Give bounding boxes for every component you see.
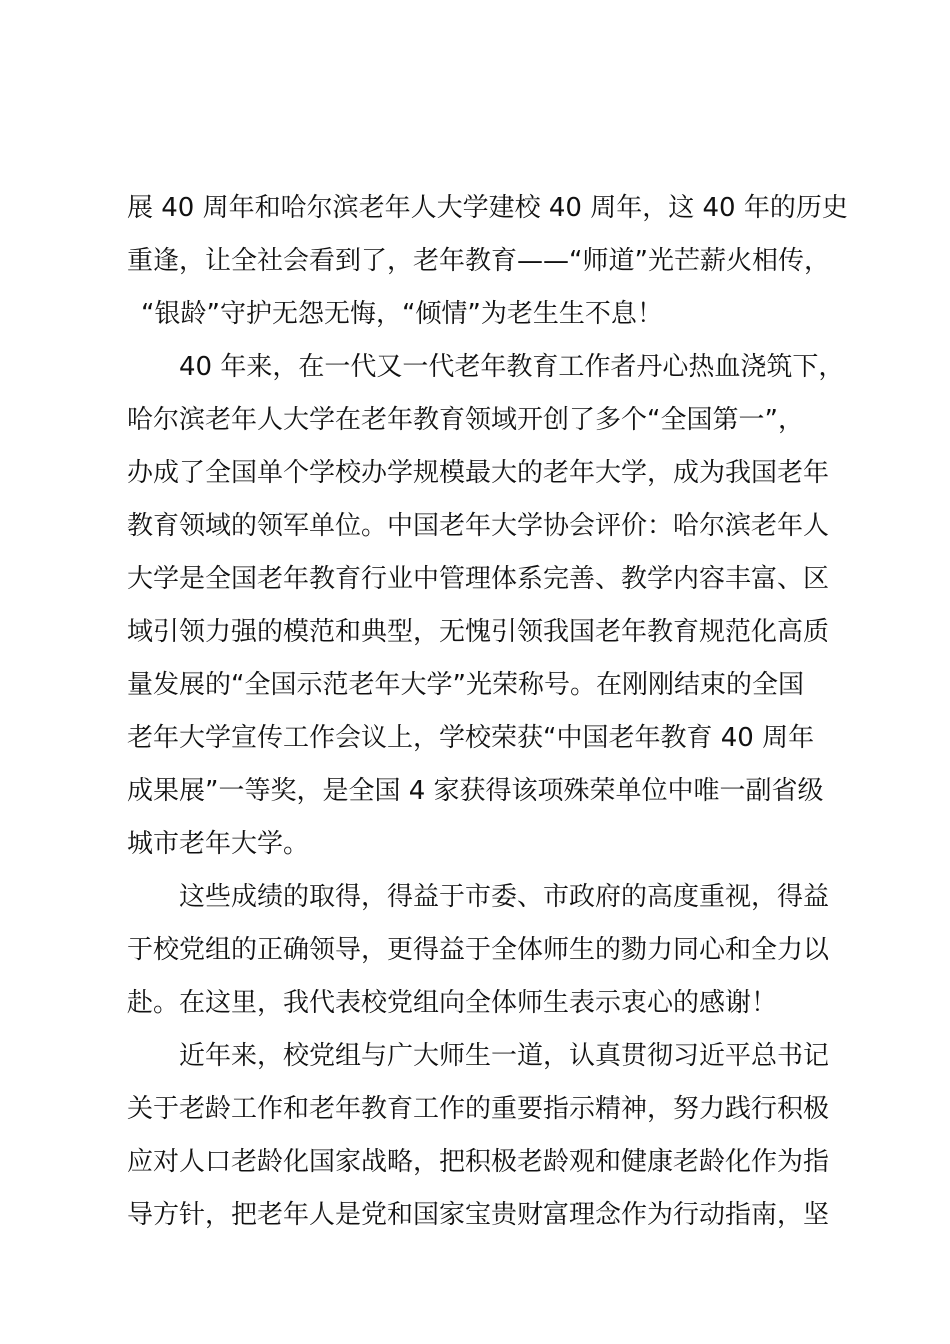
text-line: 哈尔滨老年人大学在老年教育领域开创了多个“全国第一”， [127, 405, 804, 435]
body-text [127, 182, 847, 1242]
paragraph-start-line: 近年来，校党组与广大师生一道，认真贯彻习近平总书记 [179, 1041, 830, 1071]
paragraph-start-line: 这些成绩的取得，得益于市委、市政府的高度重视，得益 [179, 882, 830, 912]
text-line: 成果展”一等奖，是全国 4 家获得该项殊荣单位中唯一副省级 [127, 776, 824, 806]
text-line: 赴。在这里，我代表校党组向全体师生表示衷心的感谢！ [127, 988, 778, 1018]
text-line: 量发展的“全国示范老年大学”光荣称号。在刚刚结束的全国 [127, 670, 804, 700]
text-line: 展 40 周年和哈尔滨老年人大学建校 40 周年，这 40 年的历史 [127, 193, 848, 223]
paragraph-start-line: 40 年来，在一代又一代老年教育工作者丹心热血浇筑下， [179, 352, 845, 382]
text-line: 城市老年大学。 [127, 829, 310, 859]
text-line: “银龄”守护无怨无悔，“倾情”为老生生不息！ [141, 299, 663, 329]
text-line: 导方针，把老年人是党和国家宝贵财富理念作为行动指南，坚 [127, 1200, 830, 1230]
text-line: 应对人口老龄化国家战略，把积极老龄观和健康老龄化作为指 [127, 1147, 830, 1177]
text-line: 大学是全国老年教育行业中管理体系完善、教学内容丰富、区 [127, 564, 830, 594]
text-line: 关于老龄工作和老年教育工作的重要指示精神，努力践行积极 [127, 1094, 830, 1124]
text-line: 教育领域的领军单位。中国老年大学协会评价：哈尔滨老年人 [127, 511, 830, 541]
text-line: 域引领力强的模范和典型，无愧引领我国老年教育规范化高质 [127, 617, 830, 647]
text-line: 重逢，让全社会看到了，老年教育——“师道”光芒薪火相传， [127, 246, 830, 276]
text-line: 办成了全国单个学校办学规模最大的老年大学，成为我国老年 [127, 458, 830, 488]
text-line: 于校党组的正确领导，更得益于全体师生的勠力同心和全力以 [127, 935, 830, 965]
text-line: 老年大学宣传工作会议上，学校荣获“中国老年教育 40 周年 [127, 723, 815, 753]
